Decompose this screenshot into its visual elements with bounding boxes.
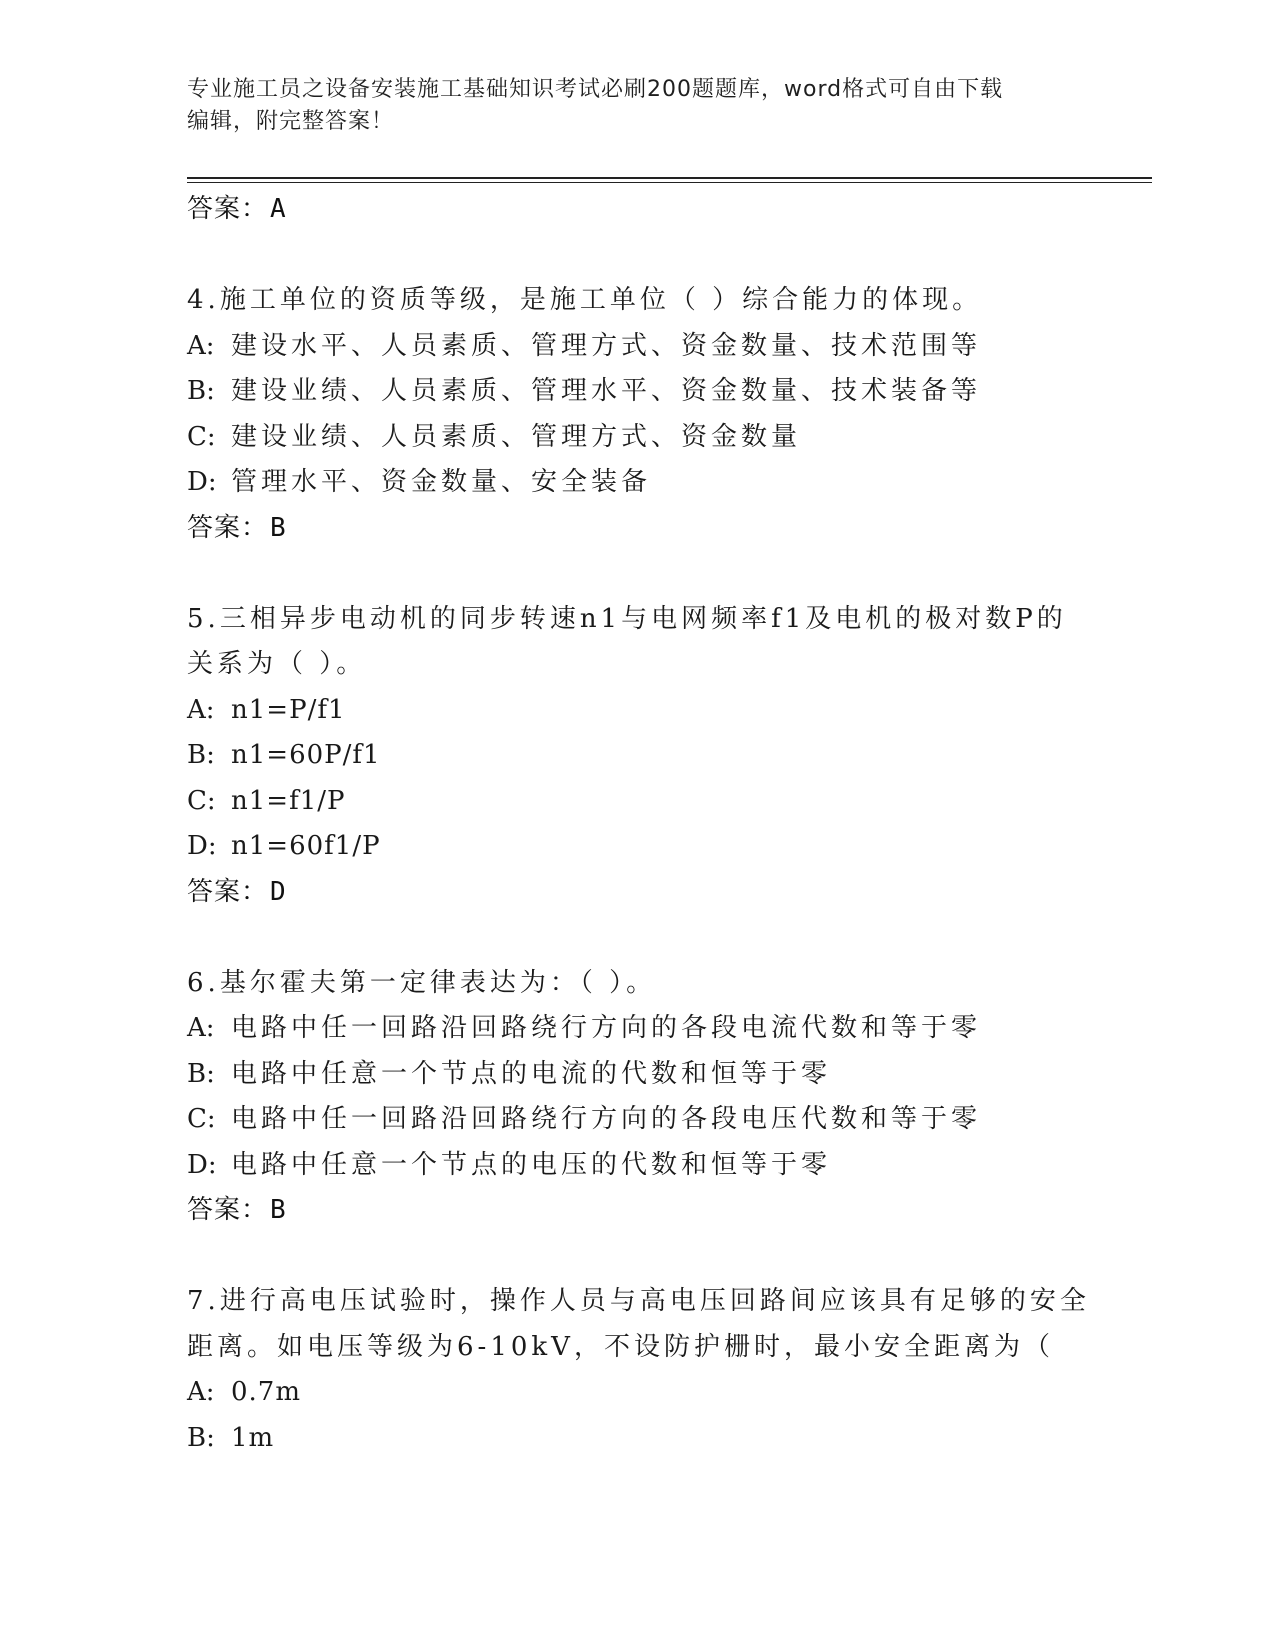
option-text: 1m [231,1422,275,1453]
question-text: 5.三相异步电动机的同步转速n1与电网频率f1及电机的极对数P的 [187,603,1067,634]
question-text: 6.基尔霍夫第一定律表达为：（ ）。 [187,967,657,998]
option-b [187,1416,1147,1462]
option-text: 管理水平、资金数量、安全装备 [231,467,652,497]
option-key: A: [187,330,215,361]
question-text-continued: 关系为（ ）。 [187,649,367,679]
option-text: 电路中任一回路沿回路绕行方向的各段电压代数和等于零 [231,1104,982,1134]
option-d [187,824,1147,870]
page-header [187,74,1067,138]
option-key: D: [187,831,217,861]
option-text: 电路中任意一个节点的电压的代数和恒等于零 [231,1149,832,1180]
option-text: 建设业绩、人员素质、管理方式、资金数量 [231,421,802,452]
question-number: 5. [187,603,220,634]
option-text: n1=f1/P [231,785,346,816]
question-text: 7.进行高电压试验时，操作人员与高电压回路间应该具有足够的安全 [187,1286,1090,1316]
option-text: 0.7m [231,1377,302,1407]
question-number: 7. [187,1286,220,1316]
question-text-continued: 距离。如电压等级为6-10kV，不设防护栅时，最小安全距离为（ [187,1331,1054,1362]
option-c [187,779,1147,825]
option-key: B: [187,1422,215,1453]
question-number: 6. [187,967,220,998]
header-title-line-1: 专业施工员之设备安装施工基础知识考试必刷200题题库，word格式可自由下载 [187,77,1004,102]
option-key: A: [187,1013,215,1043]
answer-value: D [270,876,287,907]
option-a [187,1370,1147,1416]
option-key: C: [187,1104,216,1134]
answer-value: A [270,194,287,224]
answer-label: 答案： [187,194,269,224]
answer-value: B [270,1195,287,1225]
answer-line [187,870,1147,915]
page-content [187,187,1147,1461]
option-key: B: [187,1058,215,1089]
header-title-line-2: 编辑，附完整答案！ [187,109,395,134]
question-4 [187,278,1147,551]
option-text: n1=60P/f1 [231,740,381,770]
option-key: A: [187,1377,215,1407]
answer-line [187,1188,1147,1233]
option-key: A: [187,694,215,725]
option-text: n1=P/f1 [231,694,346,725]
option-text: 电路中任一回路沿回路绕行方向的各段电流代数和等于零 [231,1013,982,1043]
option-key: B: [187,740,215,770]
question-6 [187,961,1147,1234]
option-d [187,1143,1147,1189]
question-number: 4. [187,285,220,315]
answer-label: 答案： [187,1195,269,1225]
answer-value: B [270,512,287,543]
header-divider-thin [187,182,1152,183]
option-key: B: [187,376,215,406]
option-key: C: [187,785,216,816]
option-text: 电路中任意一个节点的电流的代数和恒等于零 [231,1058,832,1089]
option-a [187,1006,1147,1052]
option-text: 建设业绩、人员素质、管理水平、资金数量、技术装备等 [231,376,982,406]
option-d [187,460,1147,506]
option-c [187,1097,1147,1143]
answer-label: 答案： [187,876,269,907]
question-text: 4.施工单位的资质等级，是施工单位（ ）综合能力的体现。 [187,285,983,315]
option-a [187,688,1147,734]
answer-line [187,506,1147,551]
answer-line [187,187,1147,232]
option-text: n1=60f1/P [231,831,381,861]
option-text: 建设水平、人员素质、管理方式、资金数量、技术范围等 [231,330,982,361]
option-b [187,733,1147,779]
question-7 [187,1279,1147,1461]
option-key: C: [187,421,216,452]
option-key: D: [187,1149,217,1180]
option-b [187,1052,1147,1098]
option-b [187,369,1147,415]
answer-label: 答案： [187,512,269,543]
header-divider-thick [187,177,1152,179]
option-a [187,324,1147,370]
option-c [187,415,1147,461]
option-key: D: [187,467,217,497]
question-5 [187,597,1147,915]
